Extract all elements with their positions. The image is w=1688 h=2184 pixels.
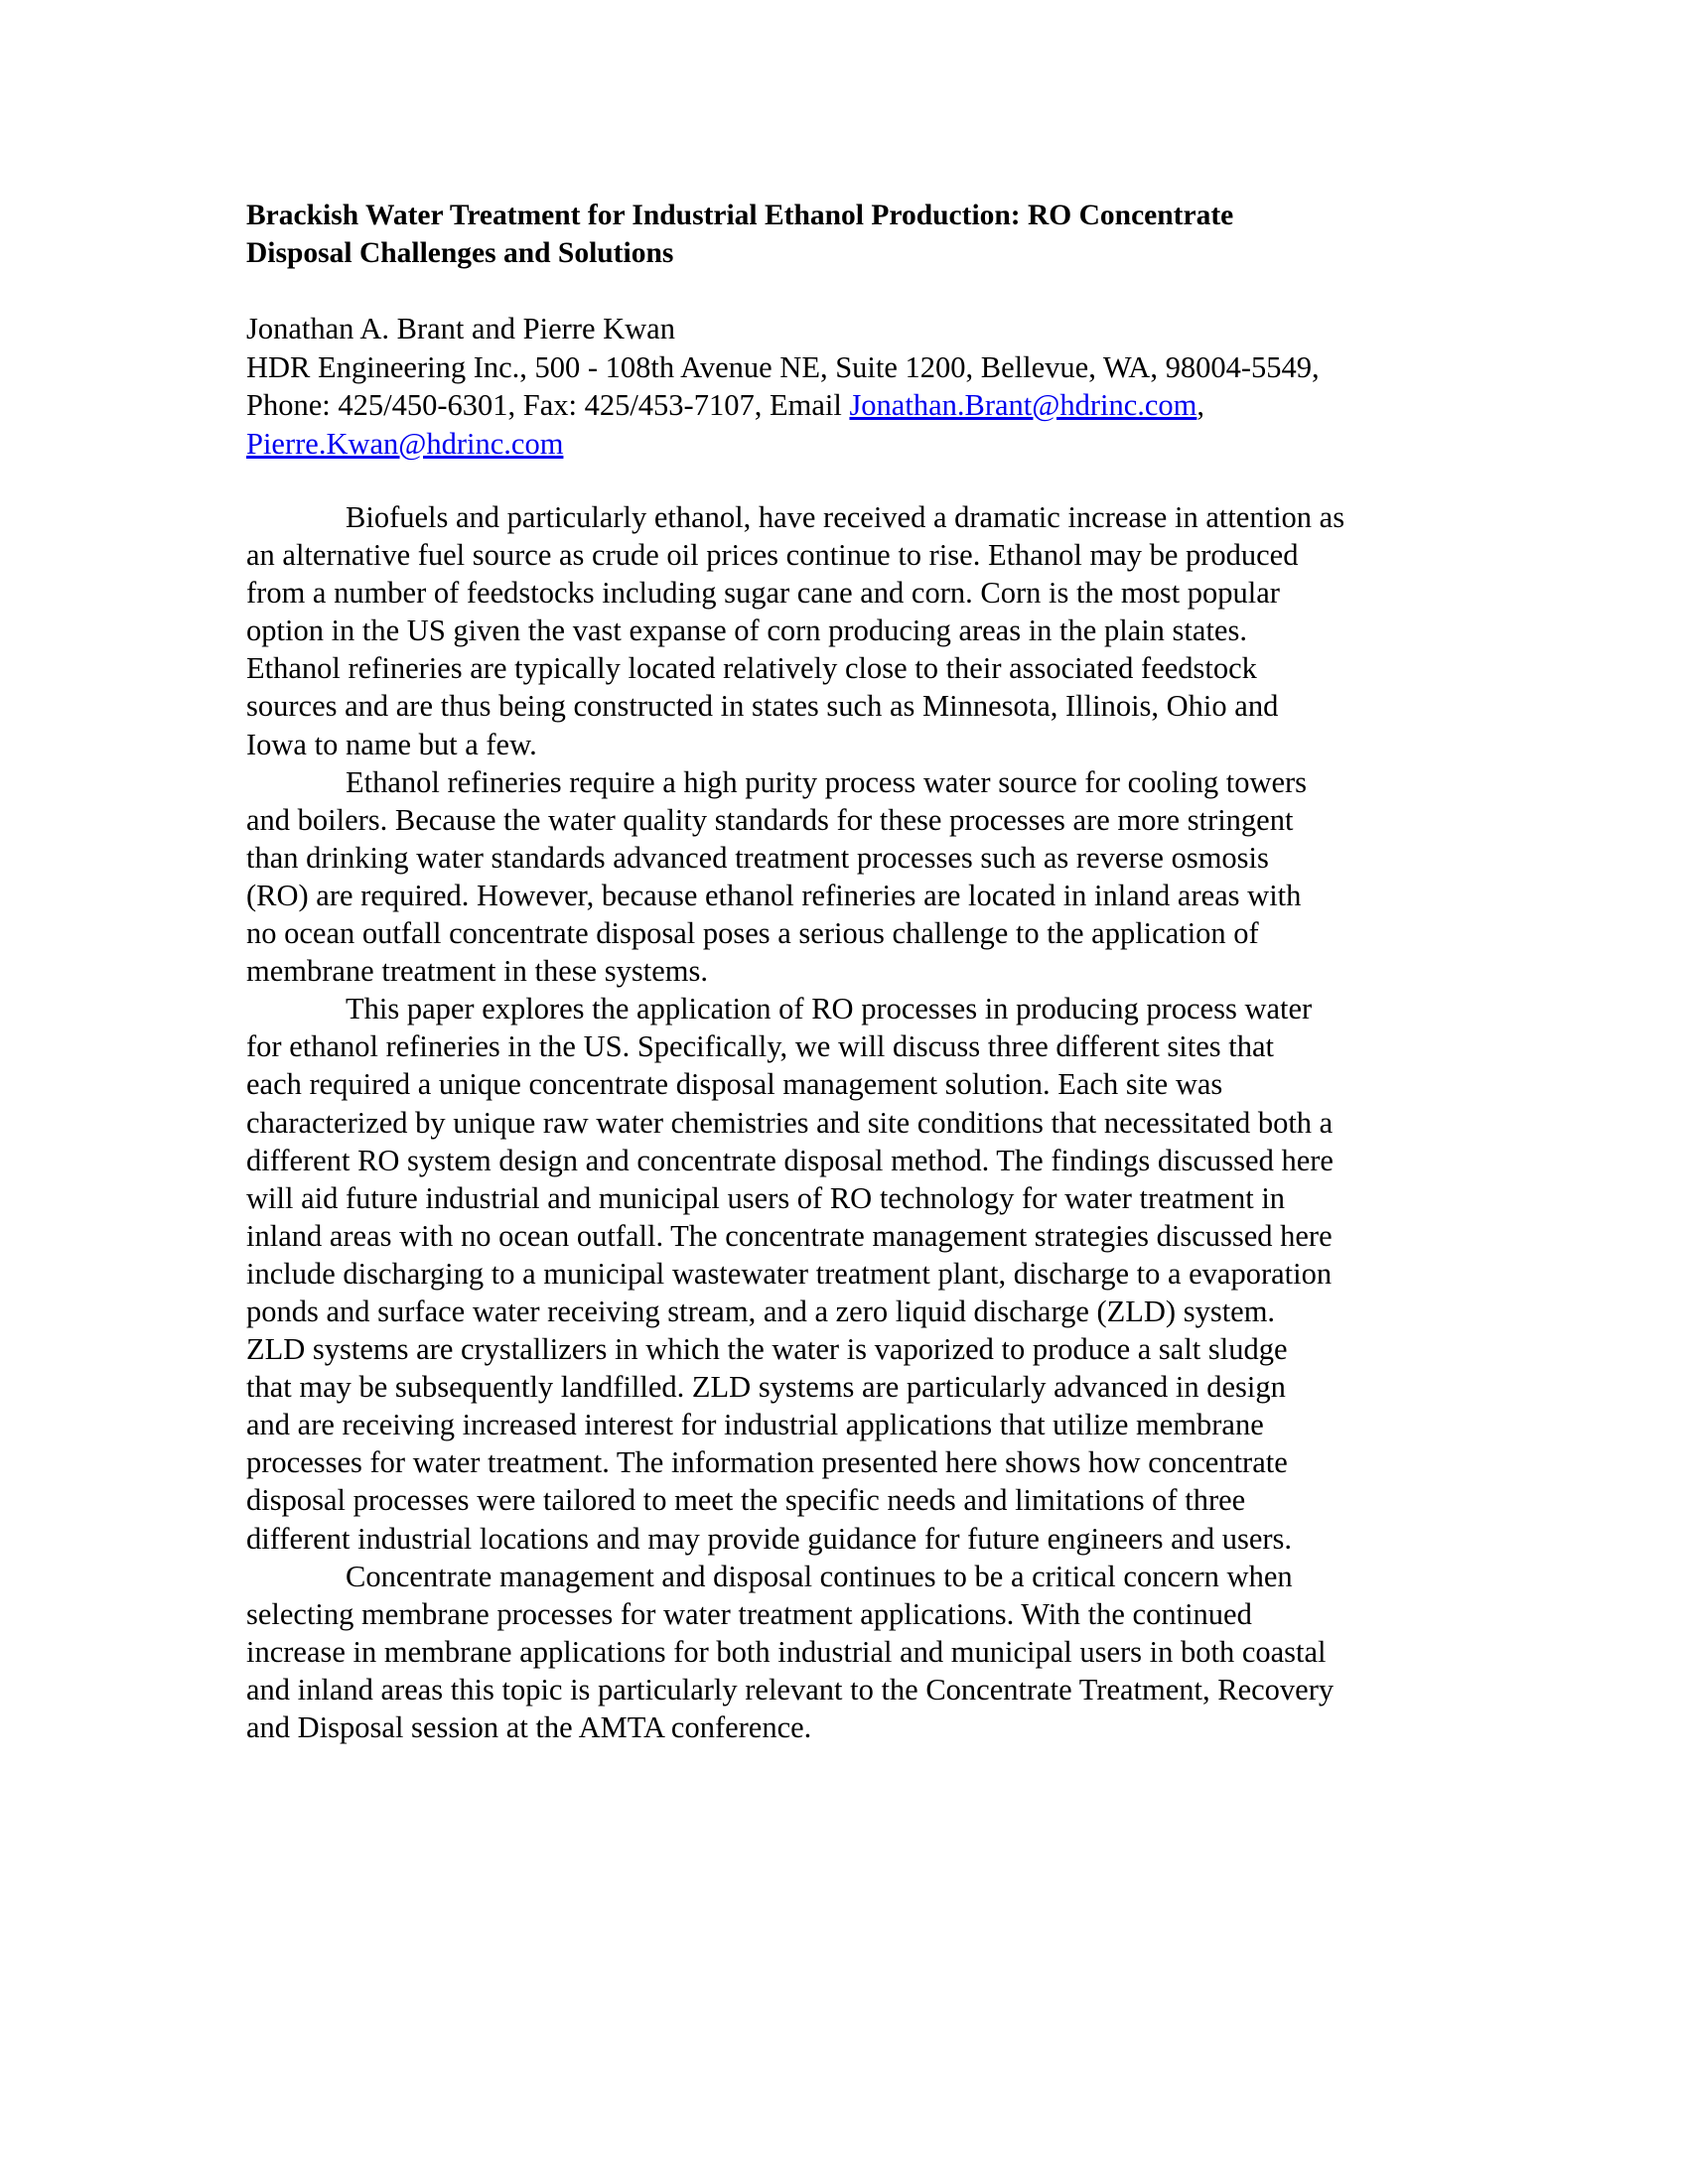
text-line: Ethanol refineries are typically located relatively close to their associated feedstock — [246, 651, 1257, 686]
email-link-kwan[interactable]: Pierre.Kwan@hdrinc.com — [246, 426, 564, 461]
paragraph-4 — [246, 1558, 1344, 1746]
text-line: Ethanol refineries require a high purity process water source for cooling towers — [346, 764, 1308, 799]
text-line: Iowa to name but a few. — [246, 727, 537, 761]
text-line: option in the US given the vast expanse of corn producing areas in the plain states. — [246, 614, 1247, 648]
author-contact-2 — [246, 425, 1320, 464]
text-line: and boilers. Because the water quality standards for these processes are more stringent — [246, 802, 1294, 837]
text-line: increase in membrane applications for both industrial and municipal users in both coastal — [246, 1634, 1327, 1669]
email-separator: , — [1196, 388, 1205, 422]
text-line: and Disposal session at the AMTA conference. — [246, 1710, 812, 1744]
title-line: Brackish Water Treatment for Industrial Ethanol Production: RO Concentrate — [246, 200, 1234, 231]
text-line: an alternative fuel source as crude oil prices continue to rise. Ethanol may be produced — [246, 538, 1299, 573]
paper-title — [246, 197, 1233, 272]
text-line: (RO) are required. However, because ethanol refineries are located in inland areas with — [246, 878, 1302, 912]
author-names: Jonathan A. Brant and Pierre Kwan — [246, 312, 675, 345]
text-line: sources and are thus being constructed in states such as Minnesota, Illinois, Ohio and — [246, 689, 1279, 724]
text-line: processes for water treatment. The information presented here shows how concentrate — [246, 1445, 1288, 1480]
paragraph-3 — [246, 990, 1344, 1557]
text-line: ZLD systems are crystallizers in which the water is vaporized to produce a salt sludge — [246, 1332, 1288, 1367]
text-line: ponds and surface water receiving stream, and a zero liquid discharge (ZLD) system. — [246, 1294, 1276, 1328]
author-affiliation: HDR Engineering Inc., 500 - 108th Avenue NE, Suite 1200, Bellevue, WA, 98004-5549, — [246, 349, 1320, 384]
text-line: from a number of feedstocks including sugar cane and corn. Corn is the most popular — [246, 576, 1280, 611]
text-line: include discharging to a municipal wastewater treatment plant, discharge to a evaporation — [246, 1256, 1333, 1291]
text-line: for ethanol refineries in the US. Specifically, we will discuss three different sites that — [246, 1029, 1275, 1064]
text-line: inland areas with no ocean outfall. The concentrate management strategies discussed here — [246, 1218, 1333, 1253]
abstract-body — [246, 498, 1344, 1746]
paragraph-1 — [246, 498, 1344, 763]
text-line: characterized by unique raw water chemistries and site conditions that necessitated both a — [246, 1105, 1334, 1140]
text-line: Biofuels and particularly ethanol, have received a dramatic increase in attention as — [346, 500, 1345, 534]
paragraph-2 — [246, 763, 1344, 991]
text-line: and inland areas this topic is particularly relevant to the Concentrate Treatment, Recovery — [246, 1672, 1335, 1706]
text-line: selecting membrane processes for water treatment applications. With the continued — [246, 1596, 1252, 1631]
title-line: Disposal Challenges and Solutions — [246, 237, 674, 270]
text-line: no ocean outfall concentrate disposal poses a serious challenge to the application of — [246, 916, 1259, 951]
text-line: Concentrate management and disposal continues to be a critical concern when — [346, 1559, 1293, 1593]
text-line: different industrial locations and may provide guidance for future engineers and users. — [246, 1521, 1293, 1556]
email-link-brant[interactable]: Jonathan.Brant@hdrinc.com — [849, 388, 1197, 422]
text-line: membrane treatment in these systems. — [246, 954, 708, 989]
text-line: that may be subsequently landfilled. ZLD systems are particularly advanced in design — [246, 1370, 1286, 1405]
text-line: disposal processes were tailored to meet the specific needs and limitations of three — [246, 1483, 1246, 1518]
contact-text: Phone: 425/450-6301, Fax: 425/453-7107, Email — [246, 388, 850, 422]
text-line: each required a unique concentrate disposal management solution. Each site was — [246, 1067, 1223, 1102]
text-line: will aid future industrial and municipal users of RO technology for water treatment in — [246, 1180, 1286, 1215]
text-line: This paper explores the application of RO processes in producing process water — [346, 992, 1313, 1026]
author-contact — [246, 386, 1320, 425]
author-block — [246, 310, 1320, 463]
text-line: than drinking water standards advanced treatment processes such as reverse osmosis — [246, 840, 1269, 875]
text-line: and are receiving increased interest for industrial applications that utilize membrane — [246, 1408, 1264, 1442]
text-line: different RO system design and concentrate disposal method. The findings discussed here — [246, 1143, 1334, 1177]
